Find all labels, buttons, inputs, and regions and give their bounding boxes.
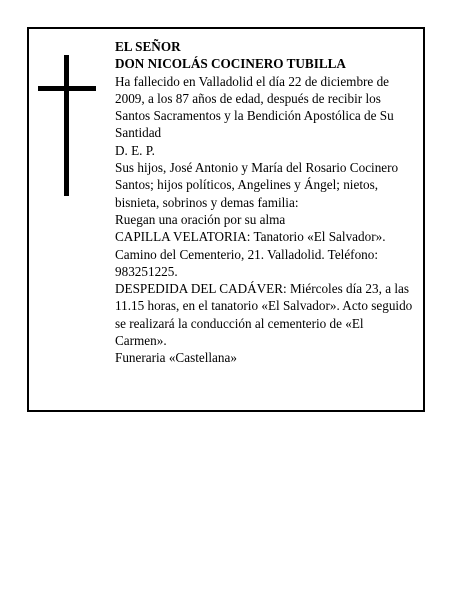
obituary-text bbox=[115, 38, 415, 367]
rip-line: D. E. P. bbox=[115, 142, 155, 158]
death-announcement: Ha fallecido en Valladolid el día 22 de diciembre de 2009, a los 87 años de edad, después de recibir los Santos Sacramentos y la Bendición Apostólica de Su Santidad bbox=[115, 73, 394, 141]
cross-icon bbox=[64, 55, 69, 196]
prayer-request: Ruegan una oración por su alma bbox=[115, 211, 286, 227]
deceased-title: EL SEÑOR bbox=[115, 39, 181, 54]
deceased-name: DON NICOLÁS COCINERO TUBILLA bbox=[115, 56, 346, 72]
farewell-info: DESPEDIDA DEL CADÁVER: Miércoles día 23, a las 11.15 horas, en el tanatorio «El Salvador». Acto seguido se realizará la conducción al cementerio de «El Carmen». bbox=[115, 281, 413, 349]
funeral-home: Funeraria «Castellana» bbox=[115, 350, 237, 366]
family-list: Sus hijos, José Antonio y María del Rosario Cocinero Santos; hijos políticos, Angelines y Ángel; nietos, bisnieta, sobrinos y demas familia: bbox=[115, 160, 399, 210]
cross-icon-bar bbox=[38, 86, 96, 91]
wake-info: CAPILLA VELATORIA: Tanatorio «El Salvador». Camino del Cementerio, 21. Valladolid. Teléfono: 983251225. bbox=[115, 229, 386, 279]
